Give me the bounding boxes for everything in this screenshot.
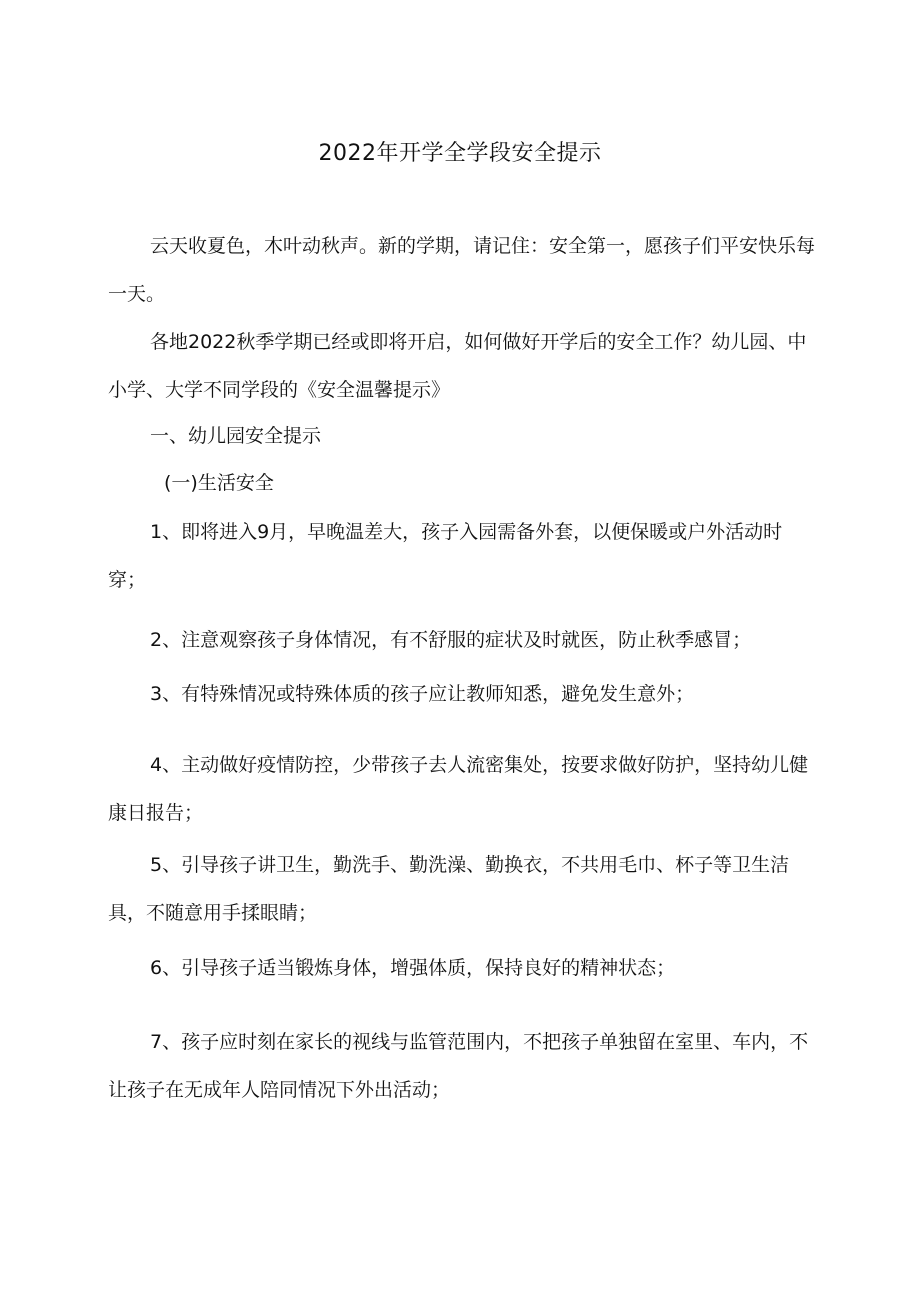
section-heading-kindergarten: 一、幼儿园安全提示: [150, 425, 322, 447]
context-paragraph: 各地2022秋季学期已经或即将开启，如何做好开学后的安全工作？幼儿园、中小学、大学不同学段的《安全温馨提示》: [108, 331, 807, 401]
list-item-1: 1、即将进入9月，早晚温差大，孩子入园需备外套，以便保暖或户外活动时穿；: [108, 521, 783, 591]
list-item-7: 7、孩子应时刻在家长的视线与监管范围内，不把孩子单独留在室里、车内，不让孩子在无成年人陪同情况下外出活动；: [108, 1031, 809, 1101]
subsection-heading-life-safety: (一)生活安全: [164, 472, 274, 494]
list-item-4: 4、主动做好疫情防控，少带孩子去人流密集处，按要求做好防护，坚持幼儿健康日报告；: [108, 754, 809, 824]
list-item-5: 5、引导孩子讲卫生，勤洗手、勤洗澡、勤换衣，不共用毛巾、杯子等卫生洁具，不随意用手揉眼睛；: [108, 854, 790, 924]
list-item-2: 2、注意观察孩子身体情况，有不舒服的症状及时就医，防止秋季感冒；: [150, 629, 752, 651]
intro-paragraph: 云天收夏色，木叶动秋声。新的学期，请记住：安全第一，愿孩子们平安快乐每一天。: [108, 235, 816, 305]
document-title: 2022年开学全学段安全提示: [318, 141, 602, 166]
list-item-6: 6、引导孩子适当锻炼身体，增强体质，保持良好的精神状态；: [150, 957, 676, 979]
list-item-3: 3、有特殊情况或特殊体质的孩子应让教师知悉，避免发生意外；: [150, 683, 695, 705]
